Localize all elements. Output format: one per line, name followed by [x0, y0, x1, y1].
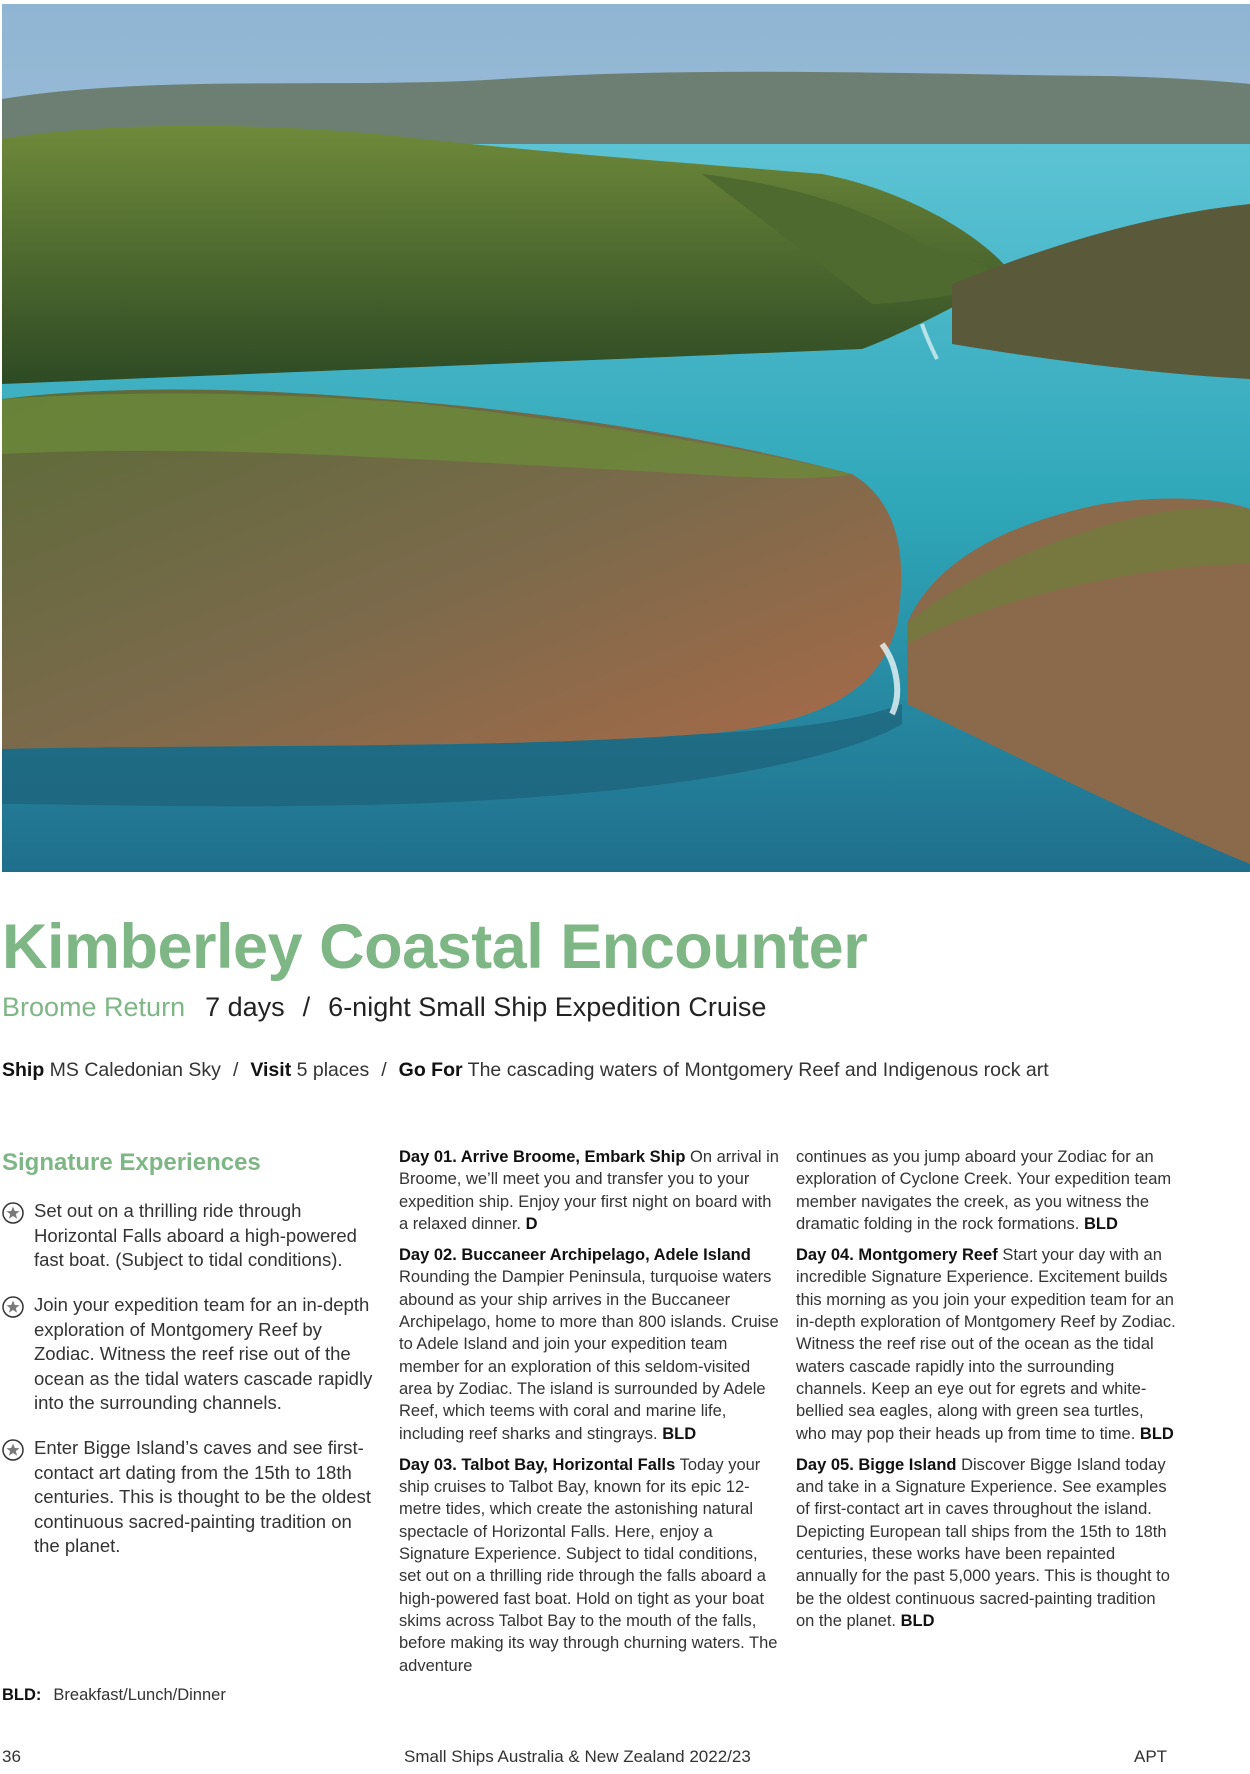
page-title: Kimberley Coastal Encounter	[2, 912, 868, 982]
facts-separator: /	[381, 1059, 387, 1081]
facts-separator: /	[232, 1059, 239, 1081]
itinerary-day-01	[399, 1146, 779, 1235]
day-text: Start your day with an incredible Signature Experience. Excitement builds this morning as you join your expedition team for an in-depth exploration of Montgomery Reef by Zodiac. Witness the reef rise out of the ocean as the tidal waters cascade rapidly into the surrounding channels. Keep an eye out for egrets and white-bellied sea eagles, along with green sea turtles, who may pop their heads up from time to time.	[796, 1246, 1176, 1443]
day-title: Day 01. Arrive Broome, Embark Ship	[399, 1148, 686, 1166]
brand-label: APT	[1134, 1747, 1168, 1766]
signature-item	[2, 1436, 382, 1559]
star-badge-icon	[2, 1439, 24, 1461]
itinerary-day-04	[796, 1244, 1176, 1445]
signature-item-text: Join your expedition team for an in-depth exploration of Montgomery Reef by Zodiac. Witness the reef rise out of the ocean as the tidal waters cascade rapidly into the surrounding channels.	[34, 1294, 373, 1413]
duration-label: 7 days	[205, 992, 285, 1022]
itinerary-column-3	[796, 1146, 1176, 1641]
signature-item-text: Set out on a thrilling ride through Horizontal Falls aboard a high-powered fast boat. (Subject to tidal conditions).	[34, 1200, 357, 1270]
signature-heading: Signature Experiences	[2, 1149, 261, 1176]
landscape-photo-icon	[2, 4, 1250, 872]
meal-key-label: BLD:	[2, 1686, 42, 1704]
gofor-label: Go For	[398, 1059, 463, 1081]
day-text: continues as you jump aboard your Zodiac for an exploration of Cyclone Creek. Your expedition team member navigates the creek, as you witness the dramatic folding in the rock formations.	[796, 1148, 1172, 1233]
itinerary-day-05	[796, 1454, 1176, 1632]
visit-label: Visit	[250, 1059, 292, 1081]
publication-title: Small Ships Australia & New Zealand 2022/23	[404, 1747, 751, 1766]
itinerary-day-02	[399, 1244, 779, 1445]
day-title: Day 05. Bigge Island	[796, 1455, 957, 1474]
ship-label: Ship	[2, 1059, 45, 1081]
gofor-value: The cascading waters of Montgomery Reef and Indigenous rock art	[467, 1059, 1049, 1081]
cruise-type-label: 6-night Small Ship Expedition Cruise	[328, 992, 767, 1022]
day-text: Discover Bigge Island today and take in a Signature Experience. See examples of first-contact art in caves throughout the island. Depicting European tall ships from the 15th to 18th centuries, these works have been repainted annually for the past 5,000 years. This is thought to be the oldest continuous sacred-painting tradition on the planet.	[796, 1455, 1170, 1630]
itinerary-day-03	[399, 1454, 779, 1677]
signature-item-text: Enter Bigge Island’s caves and see first-contact art dating from the 15th to 18th centuries. This is thought to be the oldest continuous sacred-painting tradition on the planet.	[34, 1437, 371, 1556]
day-text: Today your ship cruises to Talbot Bay, known for its epic 12-metre tides, which create the astonishing natural spectacle of Horizontal Falls. Here, enjoy a Signature Experience. Subject to tidal conditions, set out on a thrilling ride through the falls aboard a high-powered fast boat. Hold on tight as your boat skims across Talbot Bay to the mouth of the falls, before making its way through churning waters. The adventure	[399, 1455, 778, 1675]
day-title: Day 03. Talbot Bay, Horizontal Falls	[399, 1455, 676, 1474]
day-meals: D	[525, 1214, 538, 1233]
subtitle	[2, 990, 766, 1024]
itinerary-column-2	[399, 1146, 779, 1686]
meal-key-value: Breakfast/Lunch/Dinner	[53, 1686, 226, 1704]
day-text: Rounding the Dampier Peninsula, turquoise waters abound as your ship arrives in the Buccaneer Archipelago, home to more than 800 islands. Cruise to Adele Island and join your expedition team member for an exploration of this seldom-visited area by Zodiac. The island is surrounded by Adele Reef, which teems with coral and marine life, including reef sharks and stingrays.	[399, 1268, 779, 1443]
ship-value: MS Caledonian Sky	[49, 1059, 221, 1081]
star-badge-icon	[2, 1296, 24, 1318]
route-label: Broome Return	[2, 992, 186, 1022]
subtitle-separator: /	[302, 992, 311, 1022]
meal-key	[2, 1684, 226, 1706]
day-title: Day 04. Montgomery Reef	[796, 1246, 998, 1265]
page-number: 36	[2, 1747, 21, 1766]
visit-value: 5 places	[296, 1059, 370, 1081]
day-meals: BLD	[1139, 1424, 1174, 1443]
day-meals: BLD	[1083, 1214, 1118, 1233]
day-meals: BLD	[662, 1424, 697, 1443]
signature-item	[2, 1199, 382, 1273]
signature-item	[2, 1293, 382, 1416]
day-title: Day 02. Buccaneer Archipelago, Adele Island	[399, 1246, 751, 1265]
star-badge-icon	[2, 1202, 24, 1224]
day-text: On arrival in Broome, we’ll meet you and transfer you to your expedition ship. Enjoy your first night on board with a relaxed dinner.	[399, 1148, 779, 1233]
hero-photo	[2, 4, 1250, 872]
trip-facts	[2, 1057, 1049, 1083]
itinerary-day-03-continued	[796, 1146, 1176, 1235]
day-meals: BLD	[900, 1611, 935, 1630]
